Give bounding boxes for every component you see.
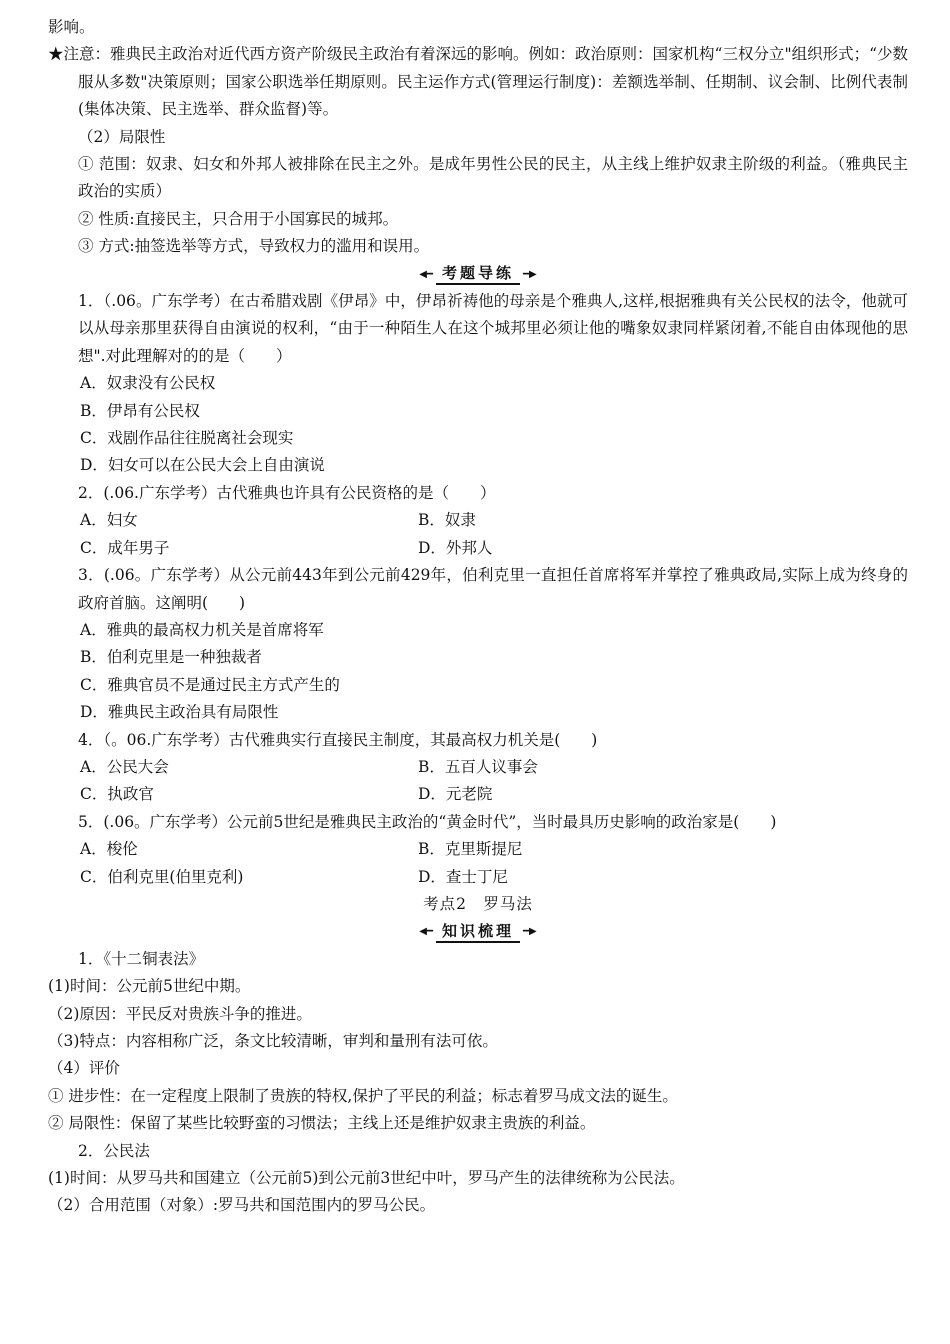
question-2-option-b: B．奴隶	[418, 511, 476, 530]
law12-feature: （3)特点：内容相称广泛，条文比较清晰，审判和量刑有法可依。	[48, 1031, 498, 1050]
question-5-options-row-2	[48, 864, 908, 891]
intro-tail: 影响。	[48, 18, 95, 36]
question-3-option-c: C．雅典官员不是通过民主方式产生的	[80, 675, 340, 694]
limit-item-3: ③ 方式:抽签选举等方式，导致权力的滥用和误用。	[78, 237, 430, 256]
civil-law-title: 2．公民法	[78, 1141, 150, 1160]
question-4-stem: 4．（。06.广东学考）古代雅典实行直接民主制度，其最高权力机关是( )	[78, 730, 598, 749]
civil-law-scope: （2）合用范围（对象）:罗马共和国范围内的罗马公民。	[48, 1196, 436, 1215]
question-1-stem: 1．（.06。广东学考）在古希腊戏剧《伊昂》中，伊昂祈祷他的母亲是个雅典人,这样,根据雅典有关公民权的法令，他就可以从母亲那里获得自由演说的权利，“由于一种陌生人在这个城邦里必须让他的嘴象奴隶同样紧闭着,不能自由体现他的思想".对此理解对的的是（ ）	[78, 292, 908, 365]
question-4-option-a: A．公民大会	[80, 757, 169, 776]
section-title: 考点2 罗马法	[423, 894, 533, 913]
left-ornament-icon: ◀━	[419, 926, 433, 938]
banner-exam-practice: ◀━ 考题导练 ━▶	[48, 261, 908, 288]
banner-knowledge-review: ◀━ 知识梳理 ━▶	[48, 918, 908, 945]
right-ornament-icon: ━▶	[523, 926, 537, 938]
question-4-option-c: C．执政官	[80, 785, 154, 804]
question-5-options-row-1	[48, 836, 908, 863]
right-ornament-icon: ━▶	[523, 268, 537, 280]
question-2-option-c: C．成年男子	[80, 538, 170, 557]
law12-time: (1)时间：公元前5世纪中期。	[48, 977, 251, 996]
law12-eval-limit: ② 局限性：保留了某些比较野蛮的习惯法；主线上还是维护奴隶主贵族的利益。	[48, 1114, 596, 1133]
question-1-option-c: C．戏剧作品往往脱离社会现实	[80, 429, 294, 448]
question-4-options-row-2	[48, 781, 908, 808]
question-1-option-b: B．伊昂有公民权	[80, 401, 200, 420]
law12-eval-title: （4）评价	[48, 1059, 120, 1078]
note-paragraph: ★注意：雅典民主政治对近代西方资产阶级民主政治有着深远的影响。例如：政治原则：国家机构“三权分立"组织形式；“少数服从多数"决策原则；国家公职选举任期原则。民主运作方式(管理运行制度)：差额选举制、任期制、议会制、比例代表制(集体决策、民主选举、群众监督)等。	[48, 45, 908, 119]
question-2-options-row-2	[48, 535, 908, 562]
question-3-stem: 3．(.06。广东学考）从公元前443年到公元前429年，伯利克里一直担任首席将军并掌控了雅典政局,实际上成为终身的政府首脑。这阐明( )	[78, 566, 908, 612]
question-2-option-d: D．外邦人	[418, 538, 493, 557]
question-5-option-a: A．梭伦	[80, 840, 138, 859]
question-2-options-row-1	[48, 507, 908, 534]
law12-cause: （2)原因：平民反对贵族斗争的推进。	[48, 1004, 312, 1023]
civil-law-time: (1)时间：从罗马共和国建立（公元前5)到公元前3世纪中叶，罗马产生的法律统称为公民法。	[48, 1169, 685, 1188]
limit-item-2: ② 性质:直接民主，只合用于小国寡民的城邦。	[78, 209, 399, 228]
limit-item-1: ① 范围：奴隶、妇女和外邦人被排除在民主之外。是成年男性公民的民主，从主线上维护奴隶主阶级的利益。（雅典民主政治的实质）	[78, 155, 908, 201]
question-5-stem: 5．(.06。广东学考）公元前5世纪是雅典民主政治的“黄金时代”，当时最具历史影响的政治家是( )	[78, 812, 777, 831]
law12-eval-progress: ① 进步性：在一定程度上限制了贵族的特权,保护了平民的利益；标志着罗马成文法的诞生。	[48, 1086, 678, 1105]
law12-title: 1．《十二铜表法》	[78, 949, 205, 968]
question-5-option-d: D．查士丁尼	[418, 867, 508, 886]
left-ornament-icon: ◀━	[419, 268, 433, 280]
question-3-option-a: A．雅典的最高权力机关是首席将军	[80, 620, 324, 639]
question-2-stem: 2．(.06.广东学考）古代雅典也许具有公民资格的是（ ）	[78, 483, 496, 502]
question-1-option-a: A．奴隶没有公民权	[80, 374, 216, 393]
question-1-option-d: D．妇女可以在公民大会上自由演说	[80, 456, 325, 475]
document-page	[48, 14, 908, 1220]
question-4-option-b: B．五百人议事会	[418, 757, 538, 776]
question-4-options-row-1	[48, 754, 908, 781]
limit-title: （2）局限性	[78, 127, 166, 146]
question-5-option-c: C．伯利克里(伯里克利)	[80, 867, 244, 886]
question-3-option-b: B．伯利克里是一种独裁者	[80, 648, 262, 667]
question-5-option-b: B．克里斯提尼	[418, 840, 523, 859]
question-4-option-d: D．元老院	[418, 785, 493, 804]
question-3-option-d: D．雅典民主政治具有局限性	[80, 703, 279, 722]
question-2-option-a: A．妇女	[80, 511, 138, 530]
